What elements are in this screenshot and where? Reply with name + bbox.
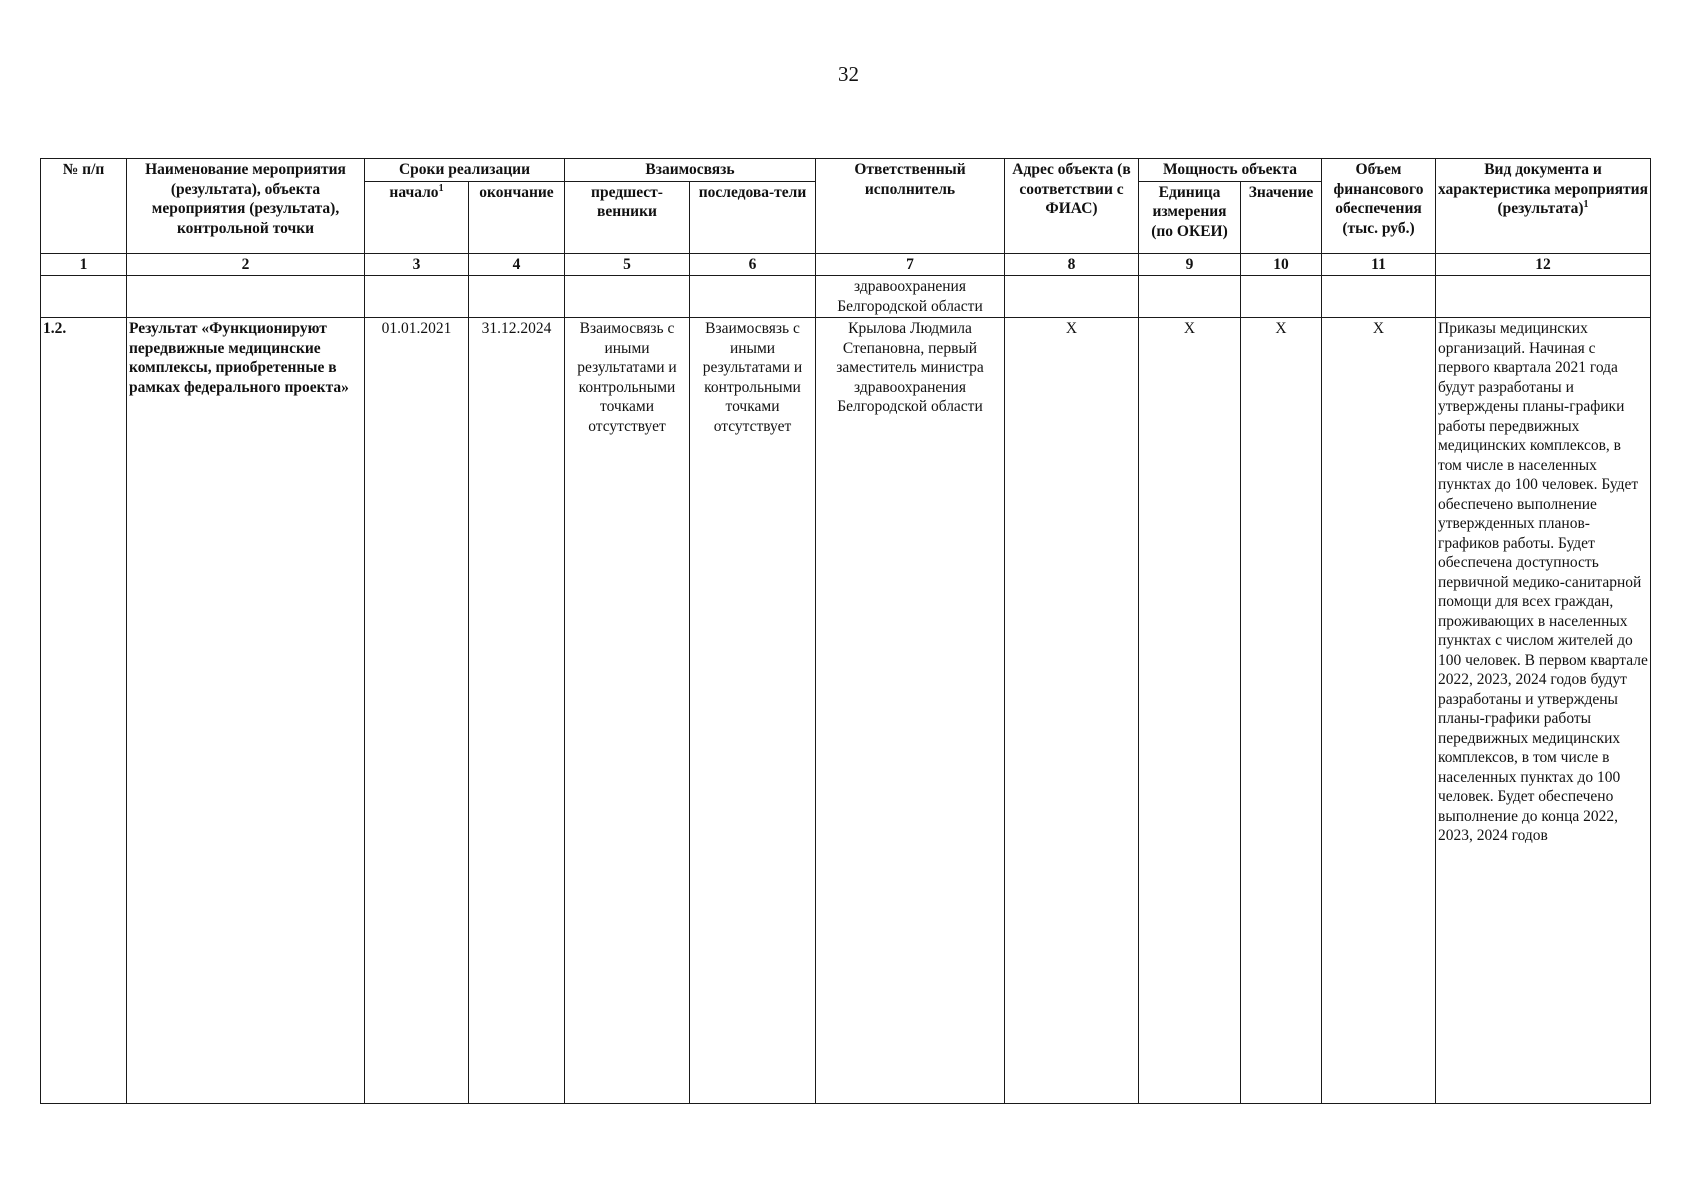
header-responsible: Ответственный исполнитель [816,159,1005,254]
cell [365,276,469,318]
header-unit: Единица измерения (по ОКЕИ) [1139,181,1241,253]
column-number: 6 [690,253,816,276]
row-address: Х [1005,318,1139,1104]
cell [1241,276,1322,318]
column-number: 7 [816,253,1005,276]
row-start-date: 01.01.2021 [365,318,469,1104]
table-row [41,318,1651,1104]
header-group-link: Взаимосвязь [565,159,816,182]
header-num: № п/п [41,159,127,254]
column-numbers-row [41,253,1651,276]
row-responsible: Крылова Людмила Степановна, первый заместитель министра здравоохранения Белгородской области [816,318,1005,1104]
cell [1322,276,1436,318]
row-end-date: 31.12.2024 [469,318,565,1104]
activities-table [40,158,1651,1104]
row-predecessors: Взаимосвязь с иными результатами и контрольными точками отсутствует [565,318,690,1104]
header-value: Значение [1241,181,1322,253]
column-number: 10 [1241,253,1322,276]
header-start: начало$^1$ [365,181,469,253]
cell [127,276,365,318]
cell [41,276,127,318]
header-group-capacity: Мощность объекта [1139,159,1322,182]
header-address: Адрес объекта (в соответствии с ФИАС) [1005,159,1139,254]
continuation-responsible: здравоохранения Белгородской области [816,276,1005,318]
cell [469,276,565,318]
column-number: 8 [1005,253,1139,276]
cell [565,276,690,318]
column-number: 9 [1139,253,1241,276]
column-number: 2 [127,253,365,276]
header-document: Вид документа и характеристика мероприятия (результата)$^1$ [1436,159,1651,254]
page-number: 32 [838,62,859,86]
row-unit: Х [1139,318,1241,1104]
column-number: 4 [469,253,565,276]
row-name: Результат «Функционируют передвижные медицинские комплексы, приобретенные в рамках федерального проекта» [127,318,365,1104]
row-document: Приказы медицинских организаций. Начиная с первого квартала 2021 года будут разработаны и утверждены планы-графики работы передвижных медицинских комплексов, в том числе в населенных пунктах до 100 человек. Будет обеспечено выполнение утвержденных планов-графиков работы. Будет обеспечена доступность первичной медико-санитарной помощи для всех граждан, проживающих в населенных пунктах с числом жителей до 100 человек. В первом квартале 2022, 2023, 2024 годов будут разработаны и утверждены планы-графики работы передвижных медицинских комплексов, в том числе в населенных пунктах до 100 человек. Будет обеспечено выполнение до конца 2022, 2023, 2024 годов [1436,318,1651,1104]
header-predecessors: предшест-венники [565,181,690,253]
header-row-1 [41,159,1651,182]
column-number: 3 [365,253,469,276]
continuation-row [41,276,1651,318]
header-name: Наименование мероприятия (результата), объекта мероприятия (результата), контрольной точки [127,159,365,254]
header-successors: последова-тели [690,181,816,253]
column-number: 5 [565,253,690,276]
header-end: окончание [469,181,565,253]
header-group-terms: Сроки реализации [365,159,565,182]
cell [1139,276,1241,318]
row-finance: Х [1322,318,1436,1104]
row-value: Х [1241,318,1322,1104]
row-successors: Взаимосвязь с иными результатами и контрольными точками отсутствует [690,318,816,1104]
cell [690,276,816,318]
column-number: 12 [1436,253,1651,276]
column-number: 1 [41,253,127,276]
header-finance: Объем финансового обеспечения (тыс. руб.) [1322,159,1436,254]
cell [1436,276,1651,318]
row-num: 1.2. [41,318,127,1104]
column-number: 11 [1322,253,1436,276]
cell [1005,276,1139,318]
